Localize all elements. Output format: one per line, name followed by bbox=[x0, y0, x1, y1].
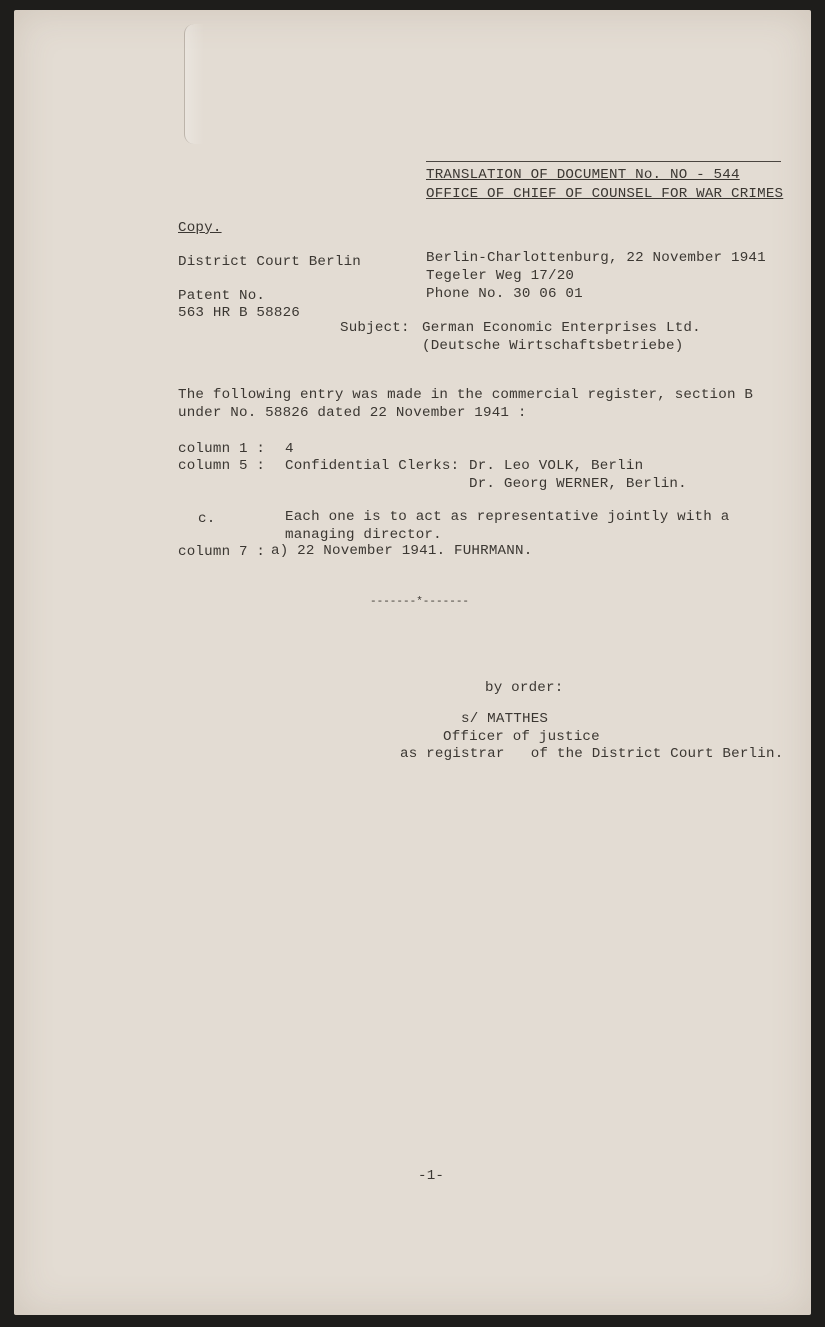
header-line-2: OFFICE OF CHIEF OF COUNSEL FOR WAR CRIMES bbox=[426, 186, 784, 202]
by-order: by order: bbox=[485, 680, 564, 696]
column-7-value: a) 22 November 1941. FUHRMANN. bbox=[271, 543, 533, 559]
entry-line-1: The following entry was made in the commercial register, section B bbox=[178, 387, 754, 403]
patent-label: Patent No. bbox=[178, 288, 266, 304]
note-line-2: managing director. bbox=[285, 527, 442, 543]
signer-role: as registrar of the District Court Berlin. bbox=[400, 746, 784, 762]
copy-label: Copy. bbox=[178, 220, 222, 236]
paper-crease bbox=[184, 24, 205, 144]
signed-name: s/ MATTHES bbox=[461, 711, 549, 727]
subject-line-2: (Deutsche Wirtschaftsbetriebe) bbox=[422, 338, 684, 354]
note-line-1: Each one is to act as representative jointly with a bbox=[285, 509, 730, 525]
address: Tegeler Weg 17/20 bbox=[426, 268, 575, 284]
subject-label: Subject: bbox=[340, 320, 410, 336]
column-7-label: column 7 : bbox=[178, 544, 266, 560]
column-5-value: Confidential Clerks: bbox=[285, 458, 460, 474]
header-line-1: TRANSLATION OF DOCUMENT No. NO - 544 bbox=[426, 167, 740, 183]
note-marker: c. bbox=[198, 511, 216, 527]
clerk-2: Dr. Georg WERNER, Berlin. bbox=[469, 476, 687, 492]
court-name: District Court Berlin bbox=[178, 254, 361, 270]
place-date: Berlin-Charlottenburg, 22 November 1941 bbox=[426, 250, 766, 266]
separator: -------*------- bbox=[370, 596, 470, 608]
column-1-value: 4 bbox=[285, 441, 294, 457]
entry-line-2: under No. 58826 dated 22 November 1941 : bbox=[178, 405, 527, 421]
document-page bbox=[14, 10, 811, 1315]
clerk-1: Dr. Leo VOLK, Berlin bbox=[469, 458, 644, 474]
column-5-label: column 5 : bbox=[178, 458, 266, 474]
signer-title: Officer of justice bbox=[443, 729, 600, 745]
patent-number: 563 HR B 58826 bbox=[178, 305, 300, 321]
page-number: -1- bbox=[418, 1168, 445, 1184]
column-1-label: column 1 : bbox=[178, 441, 266, 457]
subject-line-1: German Economic Enterprises Ltd. bbox=[422, 320, 701, 336]
phone: Phone No. 30 06 01 bbox=[426, 286, 583, 302]
header-top-rule bbox=[426, 161, 781, 162]
